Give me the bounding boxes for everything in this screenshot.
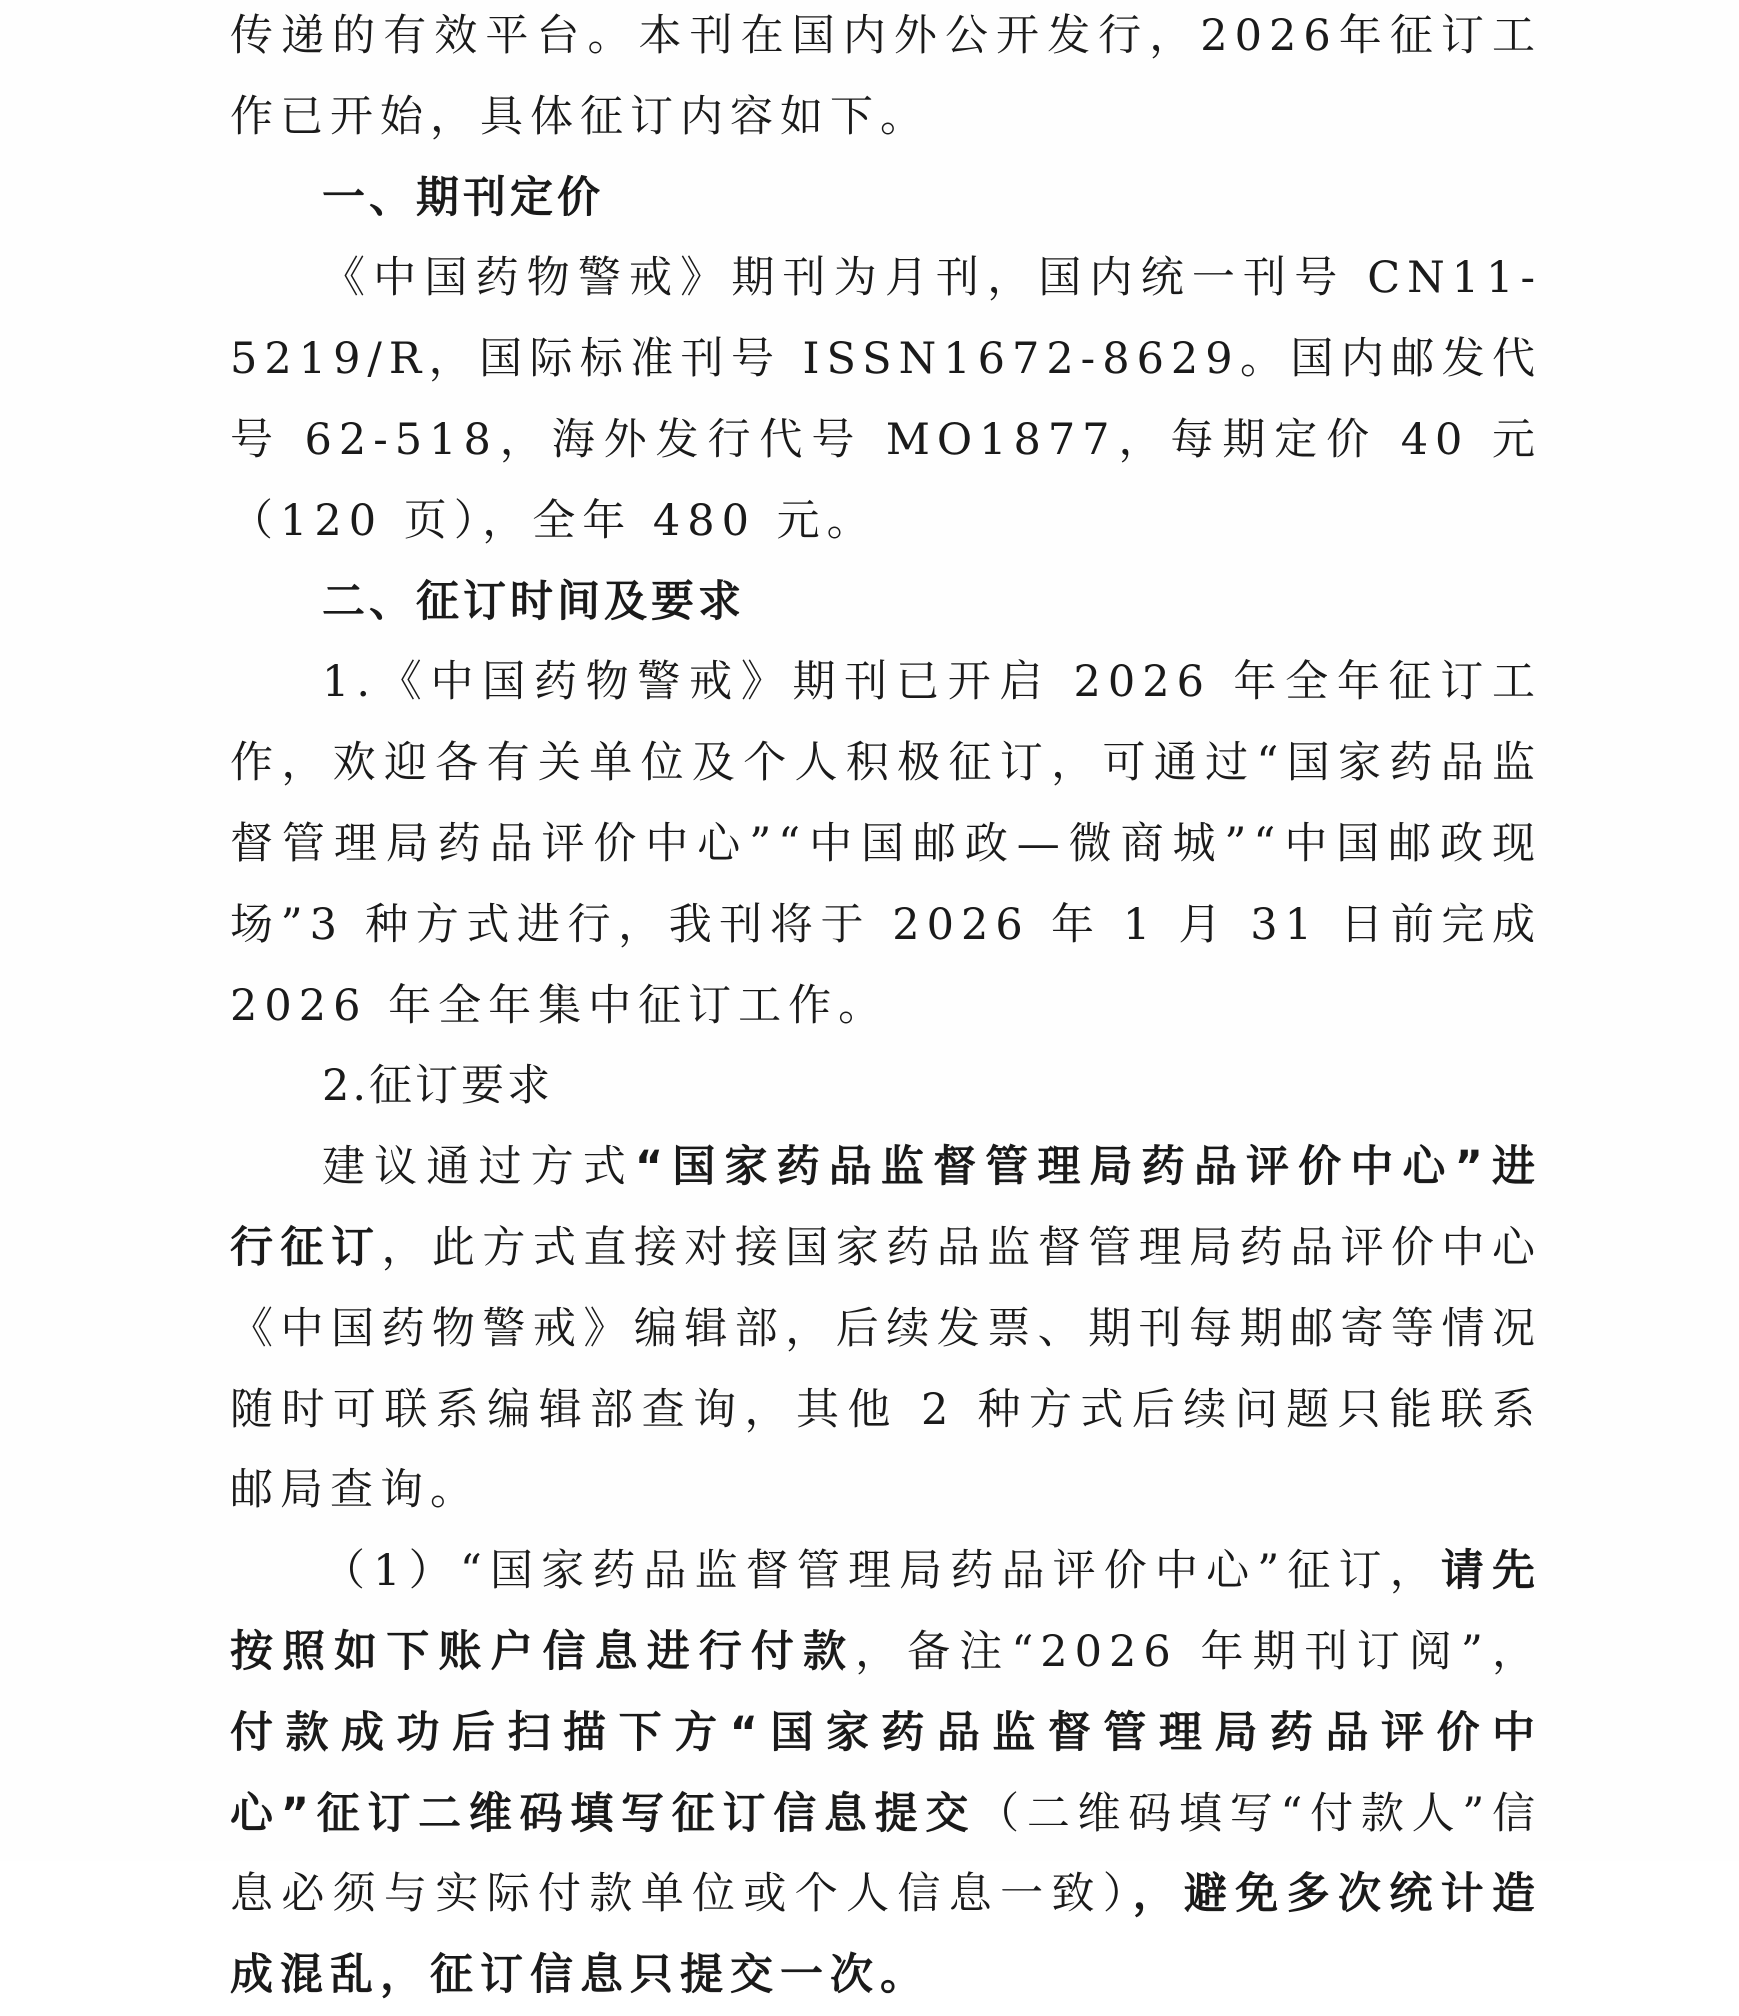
- subscription-recommendation-paragraph: [230, 1127, 1542, 1531]
- recommendation-rest: ，此方式直接对接国家药品监督管理局药品评价中心《中国药物警戒》编辑部，后续发票、期刊每期邮寄等情况随时可联系编辑部查询，其他 2 种方式后续问题只能联系邮局查询。: [230, 1222, 1543, 1516]
- recommendation-bold: “国家药品监督管理局药品评价中心”进行征订: [230, 1142, 1542, 1273]
- payment-bold-1: 请先按照如下账户信息进行付款: [230, 1546, 1542, 1677]
- section-heading-pricing: 一、期刊定价: [322, 172, 604, 223]
- payment-mid: ，备注“2026 年期刊订阅”，: [855, 1626, 1543, 1677]
- payment-lead: （1）“国家药品监督管理局药品评价中心”征订，: [322, 1546, 1441, 1597]
- payment-paren: （二维码填写“付款人”信息必须与实际付款单位或个人信息一致）: [230, 1788, 1542, 1920]
- section-heading-subscription: 二、征订时间及要求: [322, 576, 745, 627]
- recommendation-lead: 建议通过方式: [322, 1142, 635, 1193]
- pricing-paragraph: 《中国药物警戒》期刊为月刊，国内统一刊号 CN11-5219/R，国际标准刊号 ISSN1672-8629。国内邮发代号 62-518，海外发行代号 MO1877，每期定价 40 元（120 页），全年 480 元。: [230, 253, 1542, 546]
- payment-bold-2: 付款成功后扫描下方“国家药品监督管理局药品评价中心”征订二维码填写征订信息提交: [230, 1707, 1542, 1839]
- intro-paragraph: 传递的有效平台。本刊在国内外公开发行，2026年征订工作已开始，具体征订内容如下。: [230, 11, 1542, 142]
- subscription-item-2-title: 2.征订要求: [322, 1061, 554, 1112]
- subscription-item-1: 1.《中国药物警戒》期刊已开启 2026 年全年征订工作，欢迎各有关单位及个人积极征订，可通过“国家药品监督管理局药品评价中心”“中国邮政—微商城”“中国邮政现场”3 种方式进行，我刊将于 2026 年 1 月 31 日前完成 2026 年全年集中征订工作。: [230, 657, 1542, 1031]
- payment-bold-3: ，避免多次统计造成混乱，征订信息只提交一次。: [230, 1869, 1543, 2001]
- payment-instruction-paragraph: [230, 1531, 1542, 2016]
- document-body: [230, 0, 1542, 2016]
